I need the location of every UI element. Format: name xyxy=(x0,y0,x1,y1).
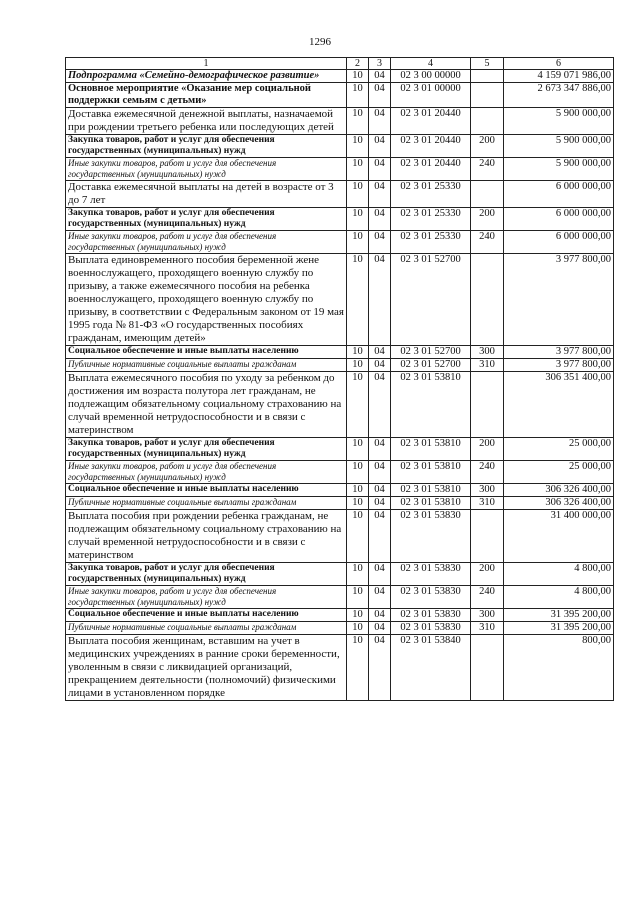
row-name-cell: Доставка ежемесячной выплаты на детей в возрасте от 3 до 7 лет xyxy=(66,181,347,208)
row-amount-cell: 6 000 000,00 xyxy=(504,181,614,208)
row-amount-cell: 6 000 000,00 xyxy=(504,231,614,254)
row-target-article-cell: 02 3 01 52700 xyxy=(391,254,471,346)
row-section-cell: 10 xyxy=(347,158,369,181)
table-row xyxy=(66,108,614,135)
table-row xyxy=(66,254,614,346)
row-subsection-cell: 04 xyxy=(369,70,391,83)
row-expense-type-cell: 240 xyxy=(471,461,504,484)
row-subsection-cell: 04 xyxy=(369,484,391,497)
table-row xyxy=(66,484,614,497)
row-target-article-cell: 02 3 01 53810 xyxy=(391,497,471,510)
row-amount-cell: 25 000,00 xyxy=(504,461,614,484)
row-target-article-cell: 02 3 01 53830 xyxy=(391,622,471,635)
row-amount-cell: 800,00 xyxy=(504,635,614,701)
row-name-cell: Социальное обеспечение и иные выплаты населению xyxy=(66,609,347,622)
row-expense-type-cell: 300 xyxy=(471,484,504,497)
table-row xyxy=(66,231,614,254)
row-amount-cell: 5 900 000,00 xyxy=(504,158,614,181)
row-subsection-cell: 04 xyxy=(369,83,391,108)
row-expense-type-cell: 240 xyxy=(471,586,504,609)
row-name-cell: Основное мероприятие «Оказание мер социальной поддержки семьям с детьми» xyxy=(66,83,347,108)
row-name-cell: Закупка товаров, работ и услуг для обеспечения государственных (муниципальных) нужд xyxy=(66,563,347,586)
row-target-article-cell: 02 3 01 20440 xyxy=(391,135,471,158)
row-expense-type-cell xyxy=(471,635,504,701)
header-col-2: 2 xyxy=(347,58,369,70)
row-section-cell: 10 xyxy=(347,346,369,359)
row-target-article-cell: 02 3 01 53830 xyxy=(391,586,471,609)
table-row xyxy=(66,135,614,158)
row-expense-type-cell: 200 xyxy=(471,208,504,231)
row-expense-type-cell: 200 xyxy=(471,563,504,586)
row-target-article-cell: 02 3 00 00000 xyxy=(391,70,471,83)
row-section-cell: 10 xyxy=(347,484,369,497)
row-section-cell: 10 xyxy=(347,622,369,635)
row-section-cell: 10 xyxy=(347,108,369,135)
table-row xyxy=(66,635,614,701)
row-expense-type-cell xyxy=(471,372,504,438)
row-subsection-cell: 04 xyxy=(369,461,391,484)
table-row xyxy=(66,510,614,563)
row-target-article-cell: 02 3 01 25330 xyxy=(391,208,471,231)
row-target-article-cell: 02 3 01 53810 xyxy=(391,461,471,484)
row-amount-cell: 3 977 800,00 xyxy=(504,359,614,372)
table-row xyxy=(66,586,614,609)
row-name-cell: Иные закупки товаров, работ и услуг для обеспечения государственных (муниципальных) нужд xyxy=(66,158,347,181)
row-subsection-cell: 04 xyxy=(369,609,391,622)
row-subsection-cell: 04 xyxy=(369,497,391,510)
page-number: 1296 xyxy=(309,36,331,48)
table-body xyxy=(66,70,614,701)
row-section-cell: 10 xyxy=(347,461,369,484)
row-amount-cell: 3 977 800,00 xyxy=(504,254,614,346)
row-name-cell: Закупка товаров, работ и услуг для обеспечения государственных (муниципальных) нужд xyxy=(66,135,347,158)
row-section-cell: 10 xyxy=(347,208,369,231)
row-amount-cell: 4 800,00 xyxy=(504,563,614,586)
row-section-cell: 10 xyxy=(347,135,369,158)
row-section-cell: 10 xyxy=(347,254,369,346)
header-col-6: 6 xyxy=(504,58,614,70)
table-row xyxy=(66,563,614,586)
row-section-cell: 10 xyxy=(347,609,369,622)
row-target-article-cell: 02 3 01 53840 xyxy=(391,635,471,701)
table-row xyxy=(66,372,614,438)
row-expense-type-cell: 240 xyxy=(471,231,504,254)
row-subsection-cell: 04 xyxy=(369,181,391,208)
row-subsection-cell: 04 xyxy=(369,622,391,635)
row-amount-cell: 5 900 000,00 xyxy=(504,108,614,135)
table-row xyxy=(66,497,614,510)
row-name-cell: Выплата ежемесячного пособия по уходу за ребенком до достижения им возраста полутора лет гражданам, не подлежащим обязательному социальному страхованию на случай временной нетрудоспособности и в связи с материнством xyxy=(66,372,347,438)
table-row xyxy=(66,208,614,231)
row-subsection-cell: 04 xyxy=(369,510,391,563)
row-section-cell: 10 xyxy=(347,372,369,438)
row-name-cell: Доставка ежемесячной денежной выплаты, назначаемой при рождении третьего ребенка или последующих детей xyxy=(66,108,347,135)
row-name-cell: Социальное обеспечение и иные выплаты населению xyxy=(66,346,347,359)
header-col-4: 4 xyxy=(391,58,471,70)
row-name-cell: Подпрограмма «Семейно-демографическое развитие» xyxy=(66,70,347,83)
row-target-article-cell: 02 3 01 53830 xyxy=(391,609,471,622)
row-name-cell: Публичные нормативные социальные выплаты гражданам xyxy=(66,359,347,372)
row-target-article-cell: 02 3 01 20440 xyxy=(391,158,471,181)
row-section-cell: 10 xyxy=(347,231,369,254)
row-expense-type-cell xyxy=(471,83,504,108)
row-subsection-cell: 04 xyxy=(369,108,391,135)
table-row xyxy=(66,461,614,484)
row-section-cell: 10 xyxy=(347,635,369,701)
row-expense-type-cell: 300 xyxy=(471,346,504,359)
row-subsection-cell: 04 xyxy=(369,635,391,701)
row-subsection-cell: 04 xyxy=(369,438,391,461)
table-row xyxy=(66,83,614,108)
row-expense-type-cell: 240 xyxy=(471,158,504,181)
row-name-cell: Иные закупки товаров, работ и услуг для обеспечения государственных (муниципальных) нужд xyxy=(66,231,347,254)
header-col-3: 3 xyxy=(369,58,391,70)
row-expense-type-cell: 200 xyxy=(471,438,504,461)
header-row xyxy=(66,58,614,70)
table-row xyxy=(66,609,614,622)
row-name-cell: Публичные нормативные социальные выплаты гражданам xyxy=(66,497,347,510)
row-amount-cell: 2 673 347 886,00 xyxy=(504,83,614,108)
row-expense-type-cell: 310 xyxy=(471,497,504,510)
row-section-cell: 10 xyxy=(347,563,369,586)
row-expense-type-cell xyxy=(471,108,504,135)
row-target-article-cell: 02 3 01 25330 xyxy=(391,231,471,254)
header-col-1: 1 xyxy=(66,58,347,70)
row-section-cell: 10 xyxy=(347,359,369,372)
table-row xyxy=(66,346,614,359)
row-expense-type-cell: 200 xyxy=(471,135,504,158)
row-name-cell: Закупка товаров, работ и услуг для обеспечения государственных (муниципальных) нужд xyxy=(66,438,347,461)
header-col-5: 5 xyxy=(471,58,504,70)
table-row xyxy=(66,181,614,208)
row-target-article-cell: 02 3 01 53810 xyxy=(391,438,471,461)
table-row xyxy=(66,359,614,372)
row-subsection-cell: 04 xyxy=(369,586,391,609)
row-name-cell: Иные закупки товаров, работ и услуг для обеспечения государственных (муниципальных) нужд xyxy=(66,586,347,609)
row-target-article-cell: 02 3 01 52700 xyxy=(391,346,471,359)
row-amount-cell: 306 326 400,00 xyxy=(504,484,614,497)
row-expense-type-cell xyxy=(471,254,504,346)
row-subsection-cell: 04 xyxy=(369,346,391,359)
row-expense-type-cell: 300 xyxy=(471,609,504,622)
row-section-cell: 10 xyxy=(347,438,369,461)
row-name-cell: Публичные нормативные социальные выплаты гражданам xyxy=(66,622,347,635)
row-target-article-cell: 02 3 01 53830 xyxy=(391,563,471,586)
row-amount-cell: 25 000,00 xyxy=(504,438,614,461)
row-subsection-cell: 04 xyxy=(369,372,391,438)
row-target-article-cell: 02 3 01 00000 xyxy=(391,83,471,108)
row-target-article-cell: 02 3 01 53810 xyxy=(391,372,471,438)
row-amount-cell: 31 395 200,00 xyxy=(504,609,614,622)
row-amount-cell: 306 326 400,00 xyxy=(504,497,614,510)
row-target-article-cell: 02 3 01 25330 xyxy=(391,181,471,208)
table-row xyxy=(66,438,614,461)
row-expense-type-cell: 310 xyxy=(471,359,504,372)
row-section-cell: 10 xyxy=(347,497,369,510)
row-amount-cell: 3 977 800,00 xyxy=(504,346,614,359)
table-row xyxy=(66,158,614,181)
row-section-cell: 10 xyxy=(347,510,369,563)
row-section-cell: 10 xyxy=(347,586,369,609)
row-name-cell: Выплата пособия женщинам, вставшим на учет в медицинских учреждениях в ранние сроки беременности, уволенным в связи с ликвидацией организаций, прекращением деятельности (полномочий) физическими лицами в установленном порядке xyxy=(66,635,347,701)
row-subsection-cell: 04 xyxy=(369,135,391,158)
row-expense-type-cell xyxy=(471,181,504,208)
row-amount-cell: 31 395 200,00 xyxy=(504,622,614,635)
table-row xyxy=(66,70,614,83)
row-subsection-cell: 04 xyxy=(369,359,391,372)
row-amount-cell: 31 400 000,00 xyxy=(504,510,614,563)
row-target-article-cell: 02 3 01 53830 xyxy=(391,510,471,563)
row-subsection-cell: 04 xyxy=(369,208,391,231)
budget-table xyxy=(65,57,614,701)
row-amount-cell: 306 351 400,00 xyxy=(504,372,614,438)
row-target-article-cell: 02 3 01 52700 xyxy=(391,359,471,372)
row-amount-cell: 6 000 000,00 xyxy=(504,208,614,231)
row-name-cell: Социальное обеспечение и иные выплаты населению xyxy=(66,484,347,497)
row-amount-cell: 4 800,00 xyxy=(504,586,614,609)
table-header xyxy=(66,58,614,70)
row-section-cell: 10 xyxy=(347,70,369,83)
row-name-cell: Закупка товаров, работ и услуг для обеспечения государственных (муниципальных) нужд xyxy=(66,208,347,231)
row-name-cell: Иные закупки товаров, работ и услуг для обеспечения государственных (муниципальных) нужд xyxy=(66,461,347,484)
row-name-cell: Выплата пособия при рождении ребенка гражданам, не подлежащим обязательному социальному страхованию на случай временной нетрудоспособности и в связи с материнством xyxy=(66,510,347,563)
row-target-article-cell: 02 3 01 20440 xyxy=(391,108,471,135)
row-expense-type-cell: 310 xyxy=(471,622,504,635)
row-target-article-cell: 02 3 01 53810 xyxy=(391,484,471,497)
table-row xyxy=(66,622,614,635)
row-expense-type-cell xyxy=(471,510,504,563)
row-amount-cell: 4 159 071 986,00 xyxy=(504,70,614,83)
row-name-cell: Выплата единовременного пособия беременной жене военнослужащего, проходящего военную службу по призыву, а также ежемесячного пособия на ребенка военнослужащего, проходящего военную службу по призыву, в соответствии с Федеральным законом от 19 мая 1995 года № 81-ФЗ «О государственных пособиях гражданам, имеющим детей» xyxy=(66,254,347,346)
row-subsection-cell: 04 xyxy=(369,231,391,254)
row-subsection-cell: 04 xyxy=(369,563,391,586)
row-section-cell: 10 xyxy=(347,181,369,208)
row-expense-type-cell xyxy=(471,70,504,83)
row-amount-cell: 5 900 000,00 xyxy=(504,135,614,158)
row-subsection-cell: 04 xyxy=(369,158,391,181)
row-section-cell: 10 xyxy=(347,83,369,108)
row-subsection-cell: 04 xyxy=(369,254,391,346)
